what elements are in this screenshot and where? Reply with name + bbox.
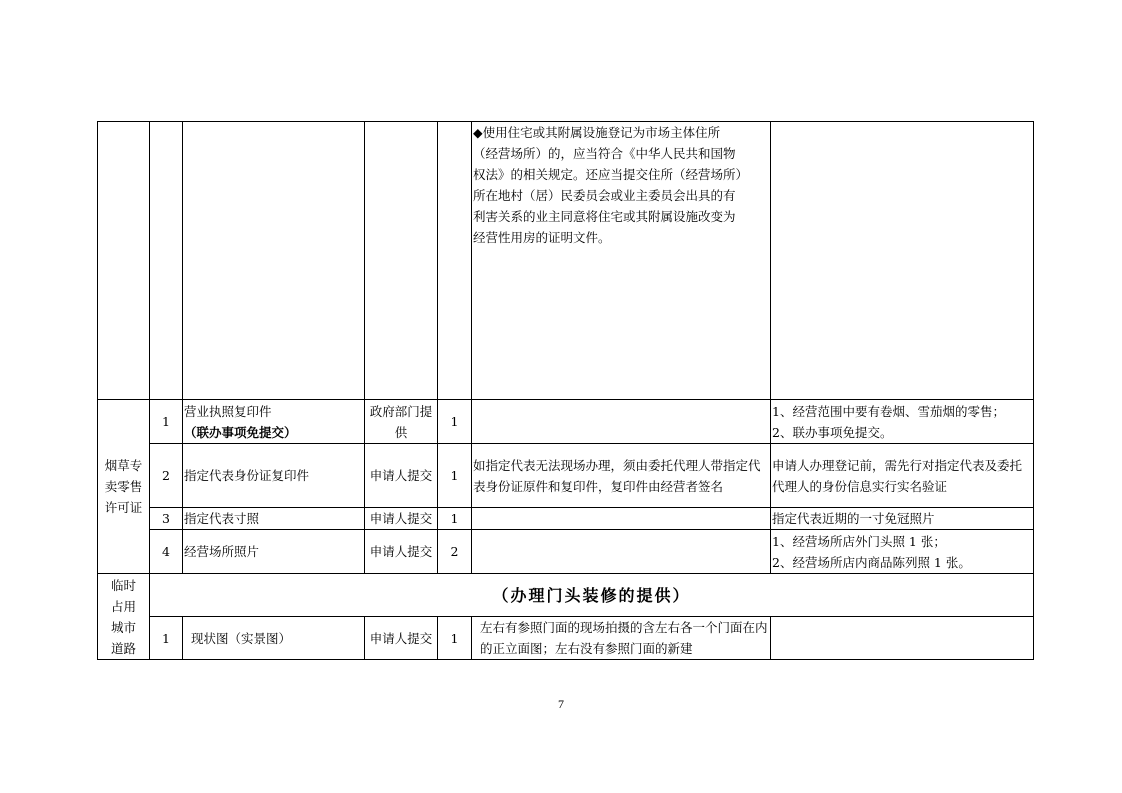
item-name: 指定代表寸照 (183, 508, 365, 530)
item-name (183, 400, 365, 444)
item-no: 1 (150, 617, 183, 660)
remark-line: 2、联办事项免提交。 (772, 424, 893, 440)
table-row (98, 400, 1034, 444)
item-remarks (771, 617, 1034, 660)
requirement-line: 经营性用房的证明文件。 (473, 230, 611, 245)
item-no: 3 (150, 508, 183, 530)
item-source: 申请人提交 (365, 508, 438, 530)
tobacco-category (98, 400, 150, 574)
item-name-note: （联办事项免提交） (184, 424, 297, 440)
requirement-line: ◆使用住宅或其附属设施登记为市场主体住所 (473, 125, 721, 140)
item-name-text: 营业执照复印件 (184, 403, 272, 419)
item-source: 申请人提交 (365, 444, 438, 508)
item-remarks: 指定代表近期的一寸免冠照片 (771, 508, 1034, 530)
continuation-row (98, 122, 1034, 400)
cell-source (365, 122, 438, 400)
requirement-line: 所在地村（居）民委员会或业主委员会出具的有 (473, 188, 736, 203)
item-no: 2 (150, 444, 183, 508)
item-requirement (472, 400, 771, 444)
cell-requirement (472, 122, 771, 400)
requirement-line: （经营场所）的，应当符合《中华人民共和国物 (473, 146, 736, 161)
table-row (98, 508, 1034, 530)
item-source: 申请人提交 (365, 530, 438, 574)
item-source: 政府部门提供 (365, 400, 438, 444)
item-requirement: 如指定代表无法现场办理，须由委托代理人带指定代表身份证原件和复印件，复印件由经营者签名 (472, 444, 771, 508)
materials-table (97, 121, 1034, 660)
item-name: 现状图（实景图） (183, 617, 365, 660)
category-label: 临时占用城市道路 (110, 577, 136, 656)
cell-category (98, 122, 150, 400)
item-no: 4 (150, 530, 183, 574)
cell-name (183, 122, 365, 400)
cell-remarks (771, 122, 1034, 400)
item-copies: 1 (438, 508, 472, 530)
item-copies: 1 (438, 617, 472, 660)
item-remarks (771, 400, 1034, 444)
item-remarks (771, 530, 1034, 574)
item-copies: 2 (438, 530, 472, 574)
section-header-row (98, 574, 1034, 617)
item-no: 1 (150, 400, 183, 444)
remark-line: 1、经营范围中要有卷烟、雪茄烟的零售； (772, 403, 1005, 419)
cell-no (150, 122, 183, 400)
item-requirement: 左右有参照门面的现场拍摄的含左右各一个门面在内的正立面图；左右没有参照门面的新建 (472, 617, 771, 660)
remark-line: 2、经营场所店内商品陈列照 1 张。 (772, 554, 971, 570)
requirement-line: 利害关系的业主同意将住宅或其附属设施改变为 (473, 209, 736, 224)
item-remarks: 申请人办理登记前，需先行对指定代表及委托代理人的身份信息实行实名验证 (771, 444, 1034, 508)
road-category (98, 574, 150, 660)
page-number: 7 (558, 697, 564, 711)
table-row (98, 530, 1034, 574)
cell-copies (438, 122, 472, 400)
category-label: 烟草专卖零售许可证 (104, 458, 143, 515)
section-title: （办理门头装修的提供） (150, 574, 1034, 617)
item-name: 经营场所照片 (183, 530, 365, 574)
item-requirement (472, 508, 771, 530)
remark-line: 1、经营场所店外门头照 1 张； (772, 533, 946, 549)
item-source: 申请人提交 (365, 617, 438, 660)
item-copies: 1 (438, 444, 472, 508)
table-row (98, 617, 1034, 660)
item-name: 指定代表身份证复印件 (183, 444, 365, 508)
item-requirement (472, 530, 771, 574)
requirement-line: 权法》的相关规定。还应当提交住所（经营场所） (473, 167, 749, 182)
item-copies: 1 (438, 400, 472, 444)
table-row (98, 444, 1034, 508)
